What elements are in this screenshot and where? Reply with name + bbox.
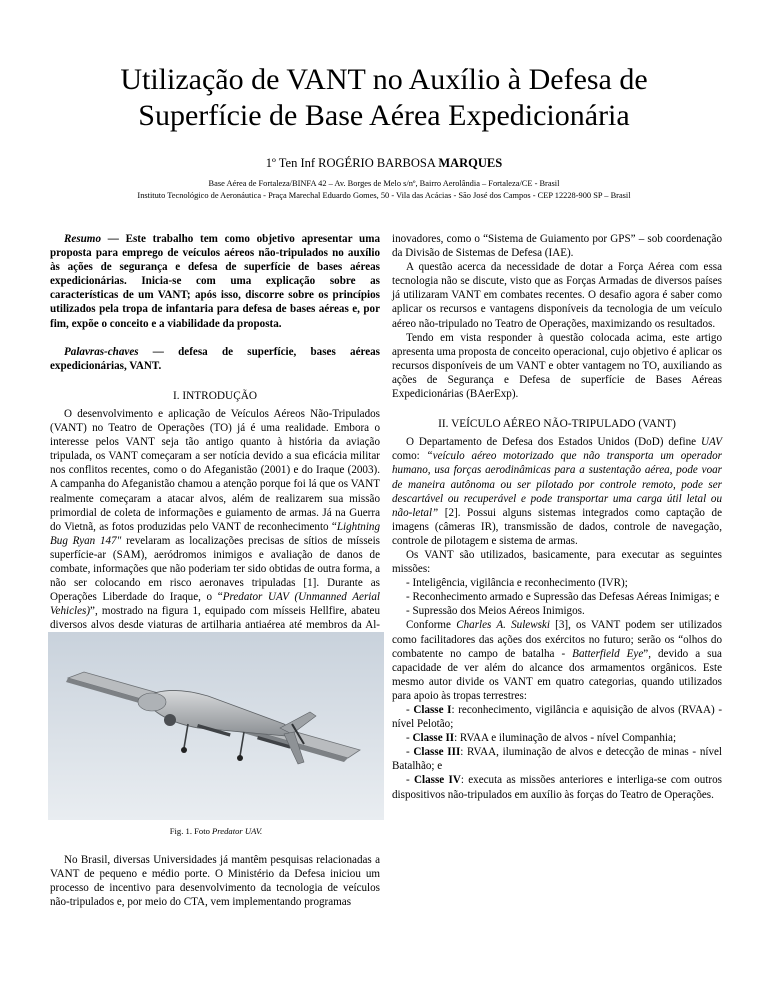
s2-p3-text-a: Conforme [406, 619, 457, 632]
figure-caption-prefix: Fig. 1. Foto [169, 826, 213, 836]
figure-caption [48, 826, 384, 836]
class-4-text: : executa as missões anteriores e interliga-se com outros dispositivos não-tripulados em auxílio às forças do Teatro de Operações. [392, 774, 722, 801]
right-paragraph-1: inovadores, como o “Sistema de Guiamento por GPS” – sob coordenação da Divisão de Sistemas de Defesa (IAE). [392, 233, 722, 260]
abstract-label: Resumo [64, 233, 101, 245]
s2-paragraph-2: Os VANT são utilizados, basicamente, para executar as seguintes missões: [392, 548, 722, 576]
abstract [50, 232, 380, 331]
intro-p1-emphasis-2: Predator UAV (Unmanned Aerial Vehicles) [50, 591, 380, 618]
keywords-label: Palavras-chaves [64, 345, 139, 358]
intro-paragraph-2: No Brasil, diversas Universidades já mantêm pesquisas relacionadas a VANT de pequeno e médio porte. O Ministério da Defesa iniciou um processo de incentivo para desenvolvimento da tecnologia de veículos não-tripulados e, por meio do CTA, vem implementando programas [50, 854, 380, 909]
author [60, 156, 708, 171]
mission-item-3: - Supressão dos Meios Aéreos Inimigos. [406, 605, 585, 618]
left-column-bottom [50, 853, 380, 909]
wheel-front [181, 747, 187, 753]
s2-p1-text-b: como: [392, 450, 427, 463]
mission-item-1: - Inteligência, vigilância e reconhecimento (IVR); [406, 577, 628, 590]
s2-p1-text-a: O Departamento de Defesa dos Estados Unidos (DoD) define [406, 436, 701, 449]
s2-paragraph-3 [392, 618, 722, 703]
affiliation-1: Base Aérea de Fortaleza/BINFA 42 – Av. Borges de Melo s/nº, Bairro Aerolândia – Fortaleza/CE - Brasil [208, 179, 560, 188]
s2-p1-uav: UAV [700, 436, 722, 449]
title-line-2: Superfície de Base Aérea Expedicionária [138, 99, 630, 132]
s2-paragraph-1 [392, 435, 722, 548]
class-item-3: - Classe III: RVAA, iluminação de alvos e detecção de minas - nível Batalhão; e [392, 746, 722, 773]
mission-item-2: - Reconhecimento armado e Supressão das Defesas Aéreas Inimigas; e [406, 591, 720, 604]
class-2-text: : RVAA e iluminação de alvos - nível Companhia; [454, 732, 677, 745]
author-name: 1º Ten Inf ROGÉRIO BARBOSA [265, 156, 439, 170]
class-item-1: - Classe I: reconhecimento, vigilância e aquisição de alvos (RVAA) - nível Pelotão; [392, 704, 723, 731]
abstract-dash: — [101, 233, 126, 245]
title-line-1: Utilização de VANT no Auxílio à Defesa de [120, 63, 648, 96]
section-heading-introduction: I. INTRODUÇÃO [172, 389, 258, 402]
intro-p1-text-a: O desenvolvimento e aplicação de Veículos Aéreos Não-Tripulados (VANT) no Teatro de Operações (TO) já é uma realidade. Embora o interesse pelos VANT seja tão antigo quanto à história da aviação tripulada, os VANT começaram a ser notícia devido a sua eficácia militar nos conflitos recentes, como o do Afeganistão (2001) e do Iraque (2003). A campanha do Afeganistão chamou a atenção porque foi lá que os VANT realmente começaram a atacar alvos, além de realizarem sua missão primordial de coleta de informações e guiamento de armas. Já na Guerra do Vietnã, as fotos produzidas pelo VANT de reconhecimento “ [50, 407, 380, 533]
drone-sensor-turret [164, 714, 176, 726]
class-3-label: Classe III [413, 746, 461, 759]
class-item-2: - Classe II: RVAA e iluminação de alvos - nível Companhia; [406, 732, 677, 745]
intro-p1-emphasis-1: Lightning Bug Ryan 147" [50, 520, 380, 547]
class-4-label: Classe IV [414, 774, 461, 787]
intro-p1-text-c: ”, mostrado na figura 1, equipado com mísseis Hellfire, abateu diversos alvos desde viaturas de artilharia antiaérea até membros da Al- [50, 605, 380, 632]
author-surname: MARQUES [438, 156, 503, 170]
class-item-4: - Classe IV: executa as missões anteriores e interliga-se com outros dispositivos não-tripulados em auxílio às forças do Teatro de Operações. [392, 774, 722, 801]
predator-uav-photo [48, 632, 384, 820]
keywords-text: defesa de superfície, bases aéreas expedicionárias, VANT. [50, 345, 381, 372]
keywords-dash: — [138, 345, 179, 358]
intro-paragraph-1 [50, 407, 380, 647]
intro-p1-text-b: revelaram as localizações precisas de sítios de mísseis superfície-ar (SAM), aeródromos inimigos e avaliação de danos de combate, informações que não poderiam ter sido obtidas de outra forma, a não ser colocando em risco aeronaves tripuladas [1]. Durante as Operações Liberdade do Iraque, o “ [50, 534, 381, 604]
left-column [50, 232, 380, 647]
drone-nose [138, 693, 166, 711]
section-heading-vant: II. VEÍCULO AÉREO NÃO-TRIPULADO (VANT) [438, 418, 676, 431]
s2-p3-text-c: ”, devido a sua capacidade de ver além do alcance dos armamentos orgânicos. Este mesmo autor divide os VANT em quatro categorias, quando utilizados para apoio às tropas terrestres: [392, 647, 722, 702]
figure-caption-emphasis: Predator UAV. [212, 826, 263, 836]
s2-p3-author-name: Charles A. Sulewski [456, 619, 550, 632]
s2-p1-definition: “veículo aéreo motorizado que não transporta um operador humano, usa forças aerodinâmicas para a sustentação aérea, pode voar de maneira autônoma ou ser pilotado por controle remoto, pode ser descartável ou recuperável e pode transportar uma carga útil letal ou não-letal” [392, 450, 722, 519]
class-2-label: Classe II [412, 732, 455, 745]
class-1-text: : reconhecimento, vigilância e aquisição de alvos (RVAA) - nível Pelotão; [392, 704, 723, 731]
s2-p3-text-b: [3], os VANT podem ser utilizados como facilitadores das ações dos exércitos no futuro; serão os “olhos do combatente no campo de batalha - [392, 619, 722, 660]
class-3-text: : RVAA, iluminação de alvos e detecção de minas - nível Batalhão; e [392, 746, 722, 773]
abstract-text: Este trabalho tem como objetivo apresentar uma proposta para emprego de veículos aéreos não-tripulados no auxílio às ações de segurança e defesa de superfície de bases aéreas expedicionárias. Inicia-se com uma explicação sobre as características de um VANT; após isso, discorre sobre os princípios utilizados pela tropa de infantaria para defesa de bases aéreas e, por fim, expõe o conceito e a viabilidade da proposta. [50, 233, 380, 330]
affiliation-2: Instituto Tecnológico de Aeronáutica - Praça Marechal Eduardo Gomes, 50 - Vila das Acácias - São José dos Campos - CEP 12228-900 SP – Brasil [137, 191, 631, 200]
right-column [392, 232, 722, 802]
wheel-main [237, 755, 243, 761]
keywords [50, 345, 380, 373]
right-paragraph-2: A questão acerca da necessidade de dotar a Força Aérea com essa tecnologia não se discute, visto que as Forças Armadas de diversos países já utilizaram VANT em combates recentes. O desafio agora é saber como aplicar os recursos e vantagens disponíveis da tecnologia de um veículo aéreo não-tripulado no Teatro de Operações, maximizando os resultados. [392, 261, 722, 330]
right-paragraph-3: Tendo em vista responder à questão colocada acima, este artigo apresenta uma proposta de conceito operacional, cujo objetivo é aplicar os recursos disponíveis de um VANT e obter vantagem no TO, auxiliando as ações de Segurança e Defesa de superfície de Bases Aéreas Expedicionárias (BAerExp). [392, 331, 722, 401]
paper-title [60, 62, 708, 134]
class-1-label: Classe I [413, 704, 452, 716]
s2-p3-emphasis: Batterfield Eye [572, 647, 644, 660]
s2-p1-text-c: [2]. Possui alguns sistemas integrados como captação de imagens (câmeras IR), transmissão de dados, controle de navegação, controle de pilotagem e sistema de armas. [392, 506, 722, 547]
